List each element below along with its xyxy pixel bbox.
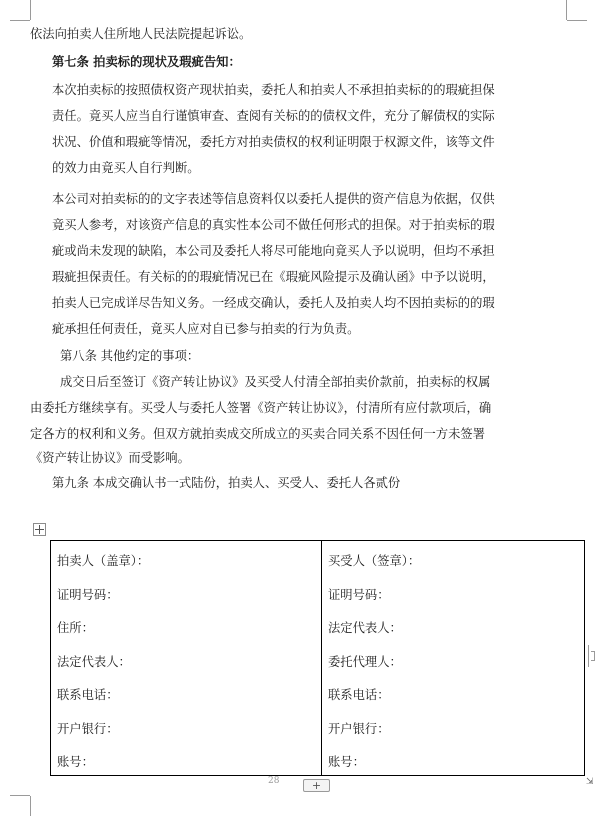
paragraph-line: 成交日后至签订《资产转让协议》及买受人付清全部拍卖价款前，拍卖标的权属	[60, 375, 491, 389]
buyer-account-label: 账号：	[328, 755, 365, 769]
page-number: 28	[268, 776, 280, 786]
buyer-signature-label: 买受人（签章）：	[328, 554, 421, 568]
paragraph-line: 疵承担任何责任，竟买人应对自已参与拍卖的行为负责。	[52, 322, 360, 336]
buyer-legal-rep-label: 法定代表人：	[328, 621, 402, 635]
paragraph-line: 本公司对拍卖标的的文字表述等信息资料仅以委托人提供的资产信息为依据，仅供	[52, 192, 495, 206]
auctioneer-bank-label: 开户银行：	[57, 722, 119, 736]
article-8-heading: 第八条 其他约定的事项：	[60, 349, 200, 363]
paragraph-line: 状况、价值和瑕疵等情况，委托方对拍卖债权的权利证明限于权源文件，该等文件	[52, 135, 495, 149]
buyer-phone-label: 联系电话：	[328, 688, 390, 702]
paragraph-line: 竟买人参考，对该资产信息的真实性本公司不做任何形式的担保。对于拍卖标的瑕	[52, 218, 495, 232]
paragraph-line: 瑕疵担保责任。有关标的的瑕疵情况已在《瑕疵风险提示及确认函》中予以说明，	[52, 270, 495, 284]
crop-mark	[10, 20, 30, 21]
paragraph-line: 疵或尚未发现的缺陷，本公司及委托人将尽可能地向竟买人予以说明，但均不承担	[52, 244, 495, 258]
crop-mark	[566, 0, 567, 20]
auctioneer-phone-label: 联系电话：	[57, 688, 119, 702]
paragraph-line: 由委托方继续享有。买受人与委托人签署《资产转让协议》，付清所有应付款项后，确	[30, 401, 492, 415]
auctioneer-id-label: 证明号码：	[57, 588, 119, 602]
paragraph-line: 依法向拍卖人住所地人民法院提起诉讼。	[30, 27, 252, 41]
crop-mark	[567, 20, 587, 21]
buyer-agent-label: 委托代理人：	[328, 655, 402, 669]
buyer-bank-label: 开户银行：	[328, 722, 390, 736]
paragraph-line: 拍卖人已完成详尽告知义务。一经成交确认，委托人及拍卖人均不因拍卖标的的瑕	[52, 296, 495, 310]
auctioneer-account-label: 账号：	[57, 755, 94, 769]
signature-table	[50, 540, 585, 776]
auctioneer-address-label: 住所：	[57, 621, 94, 635]
add-row-button[interactable]: +	[303, 779, 330, 792]
paragraph-line: 本次拍卖标的按照债权资产现状拍卖，委托人和拍卖人不承担拍卖标的的瑕疵担保	[52, 83, 495, 97]
table-resize-icon[interactable]: ⇲	[586, 777, 594, 787]
table-move-handle[interactable]	[33, 523, 46, 536]
auctioneer-legal-rep-label: 法定代表人：	[57, 655, 131, 669]
crop-mark	[30, 796, 31, 816]
table-divider	[321, 541, 322, 775]
paragraph-line: 责任。竟买人应当自行谨慎审查、查阅有关标的的债权文件，充分了解债权的实际	[52, 109, 495, 123]
paragraph-line: 的效力由竟买人自行判断。	[52, 161, 200, 175]
table-row-resize-icon[interactable]	[588, 645, 595, 667]
article-7-heading: 第七条 拍卖标的现状及瑕疵告知：	[52, 55, 241, 69]
crop-mark	[30, 0, 31, 20]
article-9-heading: 第九条 本成交确认书一式陆份，拍卖人、买受人、委托人各贰份	[52, 476, 401, 490]
auctioneer-seal-label: 拍卖人（盖章）：	[57, 554, 150, 568]
crop-mark	[10, 795, 30, 796]
buyer-id-label: 证明号码：	[328, 588, 390, 602]
paragraph-line: 《资产转让协议》而受影响。	[30, 451, 190, 465]
paragraph-line: 定各方的权利和义务。但双方就拍卖成交所成立的买卖合同关系不因任何一方未签署	[30, 427, 485, 441]
